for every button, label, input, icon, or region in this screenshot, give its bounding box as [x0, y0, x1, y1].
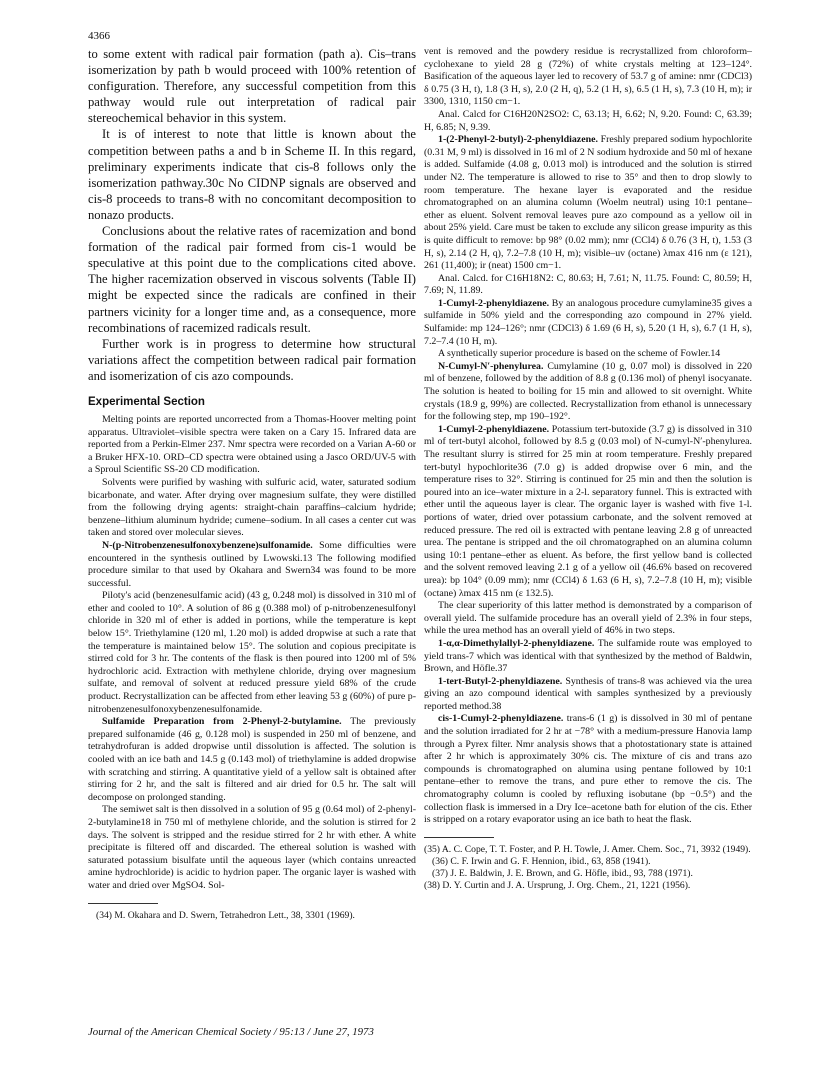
paragraph-body: By an analogous procedure cumylamine35 gives a sulfamide in 50% yield and the corresponding azo compound in 27% yield. Sulfamide: mp 124–126°; nmr (CDCl3) δ 1.69 (6 H, s), 5.20 (1 H, s), 6.7 (1 H, s), 7.2–7.4 (10 H, m). — [424, 297, 752, 347]
paragraph — [424, 273, 752, 298]
paragraph — [88, 804, 416, 892]
footnote: (36) C. F. Irwin and G. F. Hennion, ibid., 63, 858 (1941). — [432, 855, 651, 867]
paragraph — [424, 638, 752, 676]
paragraph-body: vent is removed and the powdery residue is recrystallized from chloroform–cyclohexane to yield 28 g (72%) of white crystals melting at 123–124°. Basification of the aqueous layer led to recovery of 53.7 g of amine: nmr (CDCl3) δ 0.75 (3 H, t), 1.8 (3 H, s), 2.0 (2 H, q), 5.2 (1 H, s), 6.5 (1 H, s), 7.3 (10 H, m); ir 3300, 1310, 1150 cm−1. — [424, 46, 752, 108]
runin-title: 1-(2-Phenyl-2-butyl)-2-phenyldiazene. — [438, 134, 598, 146]
journal-footer: Journal of the American Chemical Society / 95:13 / June 27, 1973 — [88, 1026, 374, 1038]
paragraph — [88, 540, 416, 590]
paragraph-body: The clear superiority of this latter method is demonstrated by a comparison of overall yield. The sulfamide procedure has an overall yield of 2.3% in four steps, while the urea method has an overall yield of 46% in two steps. — [424, 600, 752, 637]
runin-title: 1-α,α-Dimethylallyl-2-phenyldiazene. — [438, 637, 595, 649]
footnote: (38) D. Y. Curtin and J. A. Ursprung, J. Org. Chem., 21, 1221 (1956). — [424, 879, 691, 891]
paragraph — [88, 716, 416, 804]
runin-title: Sulfamide Preparation from 2-Phenyl-2-butylamine. — [102, 716, 342, 728]
paragraph-body: Some difficulties were encountered in the synthesis outlined by Lwowski.13 The following modified procedure similar to that used by Okahara and Swern34 was found to be more successful. — [88, 539, 416, 589]
paragraph: Conclusions about the relative rates of racemization and bond formation of the radical pair formed from cis-1 would be speculative at this point due to the complications cited above. The higher racemization observed in viscous solvents (Table II) might be expected since the radicals are confined in their partners vicinity for a longer time and, as a consequence, more recombinations of racemized radicals result. — [88, 224, 416, 335]
paragraph-body: Synthesis of trans-8 was achieved via the urea giving an azo compound identical with samples synthesized by a previously reported method.38 — [424, 675, 752, 712]
paragraph: to some extent with radical pair formation (path a). Cis–trans isomerization by path b would proceed with 100% retention of configuration. Therefore, any successful competition from this pathway would rule out interpretation of radical pair stereochemical behavior in this system. — [88, 47, 416, 126]
footnotes — [88, 910, 416, 922]
experimental-text — [424, 46, 752, 827]
paragraph — [424, 713, 752, 826]
paragraph-body: Solvents were purified by washing with sulfuric acid, water, saturated sodium bicarbonate, and water. After drying over magnesium sulfate, they were distilled from the following drying agents: straight-chain paraffins–calcium hydride; benzene–lithium aluminum hydride; cumene–sodium. In all cases a center cut was taken and stored over molecular sieves. — [88, 476, 416, 539]
paragraph — [424, 46, 752, 109]
paragraph-body: The semiwet salt is then dissolved in a solution of 95 g (0.64 mol) of 2-phenyl-2-butylamine18 in 750 ml of methylene chloride, and the solution is stirred for 2 days. The solvent is stripped and the residue stirred for 2 hr with ether. A white precipitate is filtered off and discarded. The ethereal solution is washed with saturated potassium bisulfate until the aqueous layer (which contains unreacted amine hydrochloride) is acidic to hydrion paper. The organic layer is washed with water and dried over MgSO4. Sol- — [88, 804, 416, 891]
paragraph — [424, 676, 752, 714]
left-column — [88, 46, 416, 922]
experimental-text — [88, 414, 416, 893]
paragraph-body: trans-6 (1 g) is dissolved in 30 ml of pentane and the solution irradiated for 2 hr at −78° with a medium-pressure Hanovia lamp through a Pyrex filter. Nmr analysis shows that a photostationary state is attained after 2 hr which is approximately 30% cis. The mixture of cis and trans azo compounds is chromatographed on alumina using pentane followed by 10:1 pentane–ether to remove the trans, and pure ether to remove the cis. The chromatography column is cooled by refluxing isobutane (bp −0.5°) and the collection flask is immersed in a Dry Ice–acetone bath for elution of the cis. Ether is stripped on a rotary evaporator using an ice bath to heat the flask. — [424, 713, 752, 826]
paragraph — [424, 134, 752, 273]
paragraph-body: The previously prepared sulfonamide (46 g, 0.128 mol) is suspended in 250 ml of benzene, and tetrahydrofuran is added dropwise until dissolution is affected. The solution is cooled with an ice bath and 14.5 g (0.143 mol) of triethylamine is added dropwise with scratching and stirring. A quantitative yield of a yellow salt is obtained after stirring for 2 hr, and the salt is filtered and air dried for 0.5 hr. The salt will decompose on prolonged standing. — [88, 716, 416, 803]
runin-title: 1-Cumyl-2-phenyldiazene. — [438, 423, 550, 435]
footnotes — [424, 844, 752, 892]
footnote-divider — [424, 837, 494, 838]
paragraph-body: A synthetically superior procedure is based on the scheme of Fowler.14 — [438, 348, 721, 360]
runin-title: N-Cumyl-N′-phenylurea. — [438, 360, 544, 372]
paragraph: Further work is in progress to determine how structural variations affect the competition between radical pair formation and isomerization of cis azo compounds. — [88, 336, 416, 383]
runin-title: 1-Cumyl-2-phenyldiazene. — [438, 297, 550, 309]
footnote: (34) M. Okahara and D. Swern, Tetrahedron Lett., 38, 3301 (1969). — [96, 909, 355, 921]
runin-title: N-(p-Nitrobenzenesulfonoxybenzene)sulfonamide. — [102, 539, 313, 551]
paragraph-body: Anal. Calcd. for C16H18N2: C, 80.63; H, 7.61; N, 11.75. Found: C, 80.59; H, 7.69; N, 11.89. — [424, 272, 752, 297]
right-column — [424, 46, 752, 892]
footnote: (35) A. C. Cope, T. T. Foster, and P. H. Towle, J. Amer. Chem. Soc., 71, 3932 (1949). — [424, 843, 751, 855]
paragraph — [88, 477, 416, 540]
footnote-divider — [88, 903, 158, 904]
paragraph-body: Anal. Calcd for C16H20N2SO2: C, 63.13; H, 6.62; N, 9.20. Found: C, 63.39; H, 6.85; N, 9.39. — [424, 108, 752, 133]
paragraph-body: Potassium tert-butoxide (3.7 g) is dissolved in 310 ml of tert-butyl alcohol, followed by 8.5 g (0.03 mol) of N-cumyl-N′-phenylurea. The resultant slurry is stirred for 25 min at room temperature. Freshly prepared tert-butyl hypochlorite36 (7.0 g) is added dropwise over 6 min, and the temperature rises to 32°. Stirring is continued for 25 min and then the solution is poured into an ice–water mixture in a 2-l. separatory funnel. This is extracted with ether until the aqueous layer is clear. The organic layer is washed with five 1-l. portions of water, dried over potassium carbonate, and the solvent removed at reduced pressure. The red oil is extracted with pentane leaving 2.8 g of unreacted urea. The pentane is stripped and the oil chromatographed on an alumina column using 10:1 pentane–ether as eluent. As before, the first yellow band is collected and the solvent removed leaving 2.1 g of a yellow oil (46.6% based on recovered urea): bp 104° (0.09 mm); nmr (CCl4) δ 1.63 (6 H, s), 7.2–7.8 (10 H, m); visible (octane) λmax 415 nm (ε 132.5). — [424, 423, 752, 599]
paragraph: It is of interest to note that little is known about the competition between paths a and b in Scheme II. In this regard, preliminary experiments indicate that cis-8 follows only the isomerization pathway.30c No CIDNP signals are observed and cis-8 proceeds to trans-8 with no concomitant decomposition to nonazo products. — [88, 127, 416, 222]
footnote: (37) J. E. Baldwin, J. E. Brown, and G. Höfle, ibid., 93, 788 (1971). — [432, 867, 693, 879]
paragraph-body: Piloty's acid (benzenesulfamic acid) (43 g, 0.248 mol) is dissolved in 310 ml of ether and cooled to 10°. A solution of 86 g (0.388 mol) of p-nitrobenzenesulfonyl chloride in 320 ml of ether is added in portions, while the temperature is kept below 15°. Triethylamine (120 ml, 1.20 mol) is added dropwise at such a rate that the temperature is maintained below 15°. The solution and copious precipitate is stirred cold for 3 hr. The contents of the flask is then poured into 1200 ml of 5% hydrochloric acid. Extraction with methylene chloride, drying over magnesium sulfate, and removal of solvent at reduced pressure yield 68% of the crude product. Recrystallization can be affected from ether leaving 53 g (60%) of pure p-nitrobenzenesulfonoxybenzenesulfonamide. — [88, 590, 416, 715]
paragraph-body: Freshly prepared sodium hypochlorite (0.31 M, 9 ml) is dissolved in 16 ml of 2 N sodium hydroxide and 50 ml of hexane is added. Sulfamide (4.08 g, 0.013 mol) is introduced and the solution is stirred under N2. The temperature is allowed to rise to 35° and then to drop slowly to room temperature. The hexane layer is evaporated and the residue chromatographed on an alumina column (Woelm neutral) using 10:1 pentane–ether as eluent. Solvent removal leaves pure azo compound as a yellow oil in about 25% yield. Care must be taken to exclude any silicon grease impurity as this is quite difficult to remove: bp 98° (0.02 mm); nmr (CCl4) δ 0.76 (3 H, t), 1.53 (3 H, s), 2.14 (2 H, q), 7.2–7.8 (10 H, m); visible–uv (octane) λmax 416 nm (ε 121), 261 (11,400); ir (neat) 1500 cm−1. — [424, 134, 752, 272]
runin-title: cis-1-Cumyl-2-phenyldiazene. — [438, 713, 564, 725]
discussion-text — [88, 46, 416, 384]
paragraph-body: Cumylamine (10 g, 0.07 mol) is dissolved in 220 ml of benzene, followed by the addition of 8.8 g (0.136 mol) of phenyl isocyanate. The solution is heated to boiling for 15 min and allowed to sit overnight. White crystals (18.9 g, 99%) are collected. Recrystallization from ethanol is unnecessary for the following step, mp 190–192°. — [424, 360, 752, 423]
paragraph — [88, 590, 416, 716]
paragraph — [424, 298, 752, 348]
paragraph — [424, 424, 752, 600]
paragraph — [424, 600, 752, 638]
paragraph — [424, 109, 752, 134]
paragraph — [88, 414, 416, 477]
paragraph — [424, 348, 752, 361]
page-number: 4366 — [88, 30, 110, 42]
section-heading: Experimental Section — [88, 395, 205, 408]
runin-title: 1-tert-Butyl-2-phenyldiazene. — [438, 675, 563, 687]
paragraph-body: The sulfamide route was employed to yield trans-7 which was identical with that synthesized by the method of Baldwin, Brown, and Höfle.37 — [424, 637, 752, 675]
paragraph — [424, 361, 752, 424]
paragraph-body: Melting points are reported uncorrected from a Thomas-Hoover melting point apparatus. Ultraviolet–visible spectra were taken on a Cary 15. Infrared data are reported from a Perkin-Elmer 237. Nmr spectra were recorded on a Varian A-60 or a Bruker HFX-10. ORD–CD spectra were obtained using a Jasco ORD/UV-5 with a Sproul Scientific SS-20 CD modification. — [88, 413, 416, 476]
